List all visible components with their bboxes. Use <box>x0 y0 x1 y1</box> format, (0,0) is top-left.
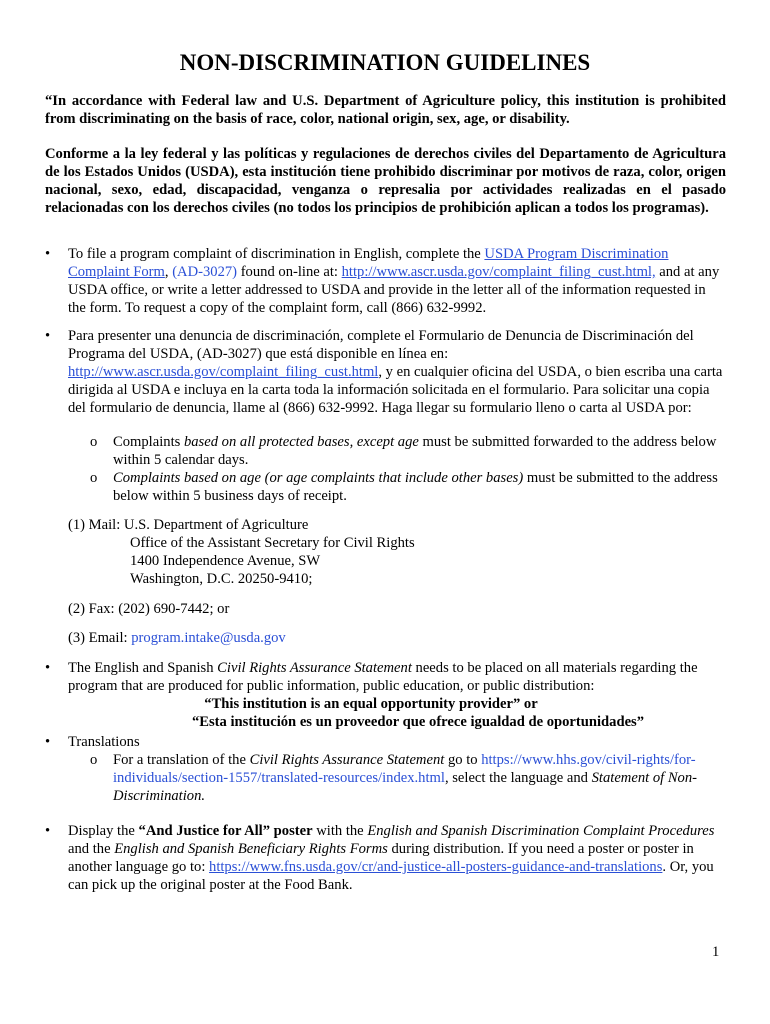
sub-item-text <box>113 469 726 505</box>
text-segment: needs to be placed on all materials regarding the program that are produced for public information, public education, or public distribution: <box>68 660 698 694</box>
mail-line-3: 1400 Independence Avenue, SW <box>130 553 321 569</box>
text-bold: “And Justice for All” poster <box>138 823 313 839</box>
quote-english: “This institution is an equal opportunity provider” or <box>204 696 538 712</box>
text-segment: To file a program complaint of discrimination in English, complete the <box>68 246 485 262</box>
bullet-marker: • <box>45 823 51 839</box>
text-italic: English and Spanish Beneficiary Rights Forms <box>114 841 388 857</box>
text-segment: Para presenter una denuncia de discriminación, complete el Formulario de Denuncia de Discriminación del Programa del USDA, (AD-3027) que está disponible en línea en: <box>68 328 694 362</box>
bullet-text <box>68 245 726 317</box>
page-number: 1 <box>712 944 720 960</box>
text-segment: must be submitted to the address below within 5 business days of receipt. <box>113 470 718 504</box>
text-segment: with the <box>312 823 368 839</box>
text-segment: go to <box>444 752 482 768</box>
text-italic: Complaints based on age (or age complaints that include other bases) <box>113 470 524 486</box>
email-line <box>68 629 286 647</box>
text-segment: . Or, you can pick up the original poster at the Food Bank. <box>68 859 714 893</box>
text-segment: during distribution. If you need a poster or poster in another language go to: <box>68 841 694 875</box>
sub-bullet-marker: o <box>90 470 98 486</box>
text-segment: and the <box>68 841 115 857</box>
bullet-text <box>68 327 726 417</box>
bullet-text <box>68 659 726 695</box>
ad-3027-link[interactable]: (AD-3027) <box>172 264 238 280</box>
intro-english: “In accordance with Federal law and U.S. Department of Agriculture policy, this institution is prohibited from discriminating on the basis of race, color, national origin, sex, age, or disability. <box>45 93 726 127</box>
fns-poster-link[interactable]: https://www.fns.usda.gov/cr/and-justice-all-posters-guidance-and-translations <box>209 859 663 875</box>
email-link[interactable]: program.intake@usda.gov <box>131 630 286 646</box>
sub-item-text <box>113 751 726 805</box>
bullet-marker: • <box>45 734 51 750</box>
text-segment: Complaints <box>113 434 184 450</box>
sub-bullet-marker: o <box>90 752 98 768</box>
text-italic: based on all protected bases, except age <box>183 434 419 450</box>
quote-spanish: “Esta institución es un proveedor que ofrece igualdad de oportunidades” <box>191 714 645 730</box>
ascr-url-link[interactable]: http://www.ascr.usda.gov/complaint_filing_cust.html, <box>341 264 656 280</box>
complaint-form-link[interactable]: USDA Program Discrimination Complaint Form <box>68 246 669 280</box>
ascr-url-link-spanish[interactable]: http://www.ascr.usda.gov/complaint_filing_cust.html <box>68 364 379 380</box>
text-italic: Statement of Non-Discrimination. <box>113 770 698 804</box>
fax-line: (2) Fax: (202) 690-7442; or <box>68 601 230 617</box>
text-segment: Display the <box>68 823 139 839</box>
bullet-label: Translations <box>68 734 140 750</box>
sub-item-text <box>113 433 726 469</box>
sub-bullet-marker: o <box>90 434 98 450</box>
text-segment: For a translation of the <box>113 752 250 768</box>
text-segment: and at any USDA office, or write a letter addressed to USDA and provide in the letter all of the information requested in the form. To request a copy of the complaint form, call (866) 632-9992. <box>68 264 720 316</box>
text-italic: English and Spanish Discrimination Complaint Procedures <box>367 823 715 839</box>
text-segment: , select the language and <box>444 770 592 786</box>
text-segment: found on-line at: <box>237 264 342 280</box>
page-title: NON-DISCRIMINATION GUIDELINES <box>179 50 591 75</box>
mail-line-2: Office of the Assistant Secretary for Civil Rights <box>130 535 415 551</box>
mail-line-4: Washington, D.C. 20250-9410; <box>130 571 313 587</box>
text-italic: Civil Rights Assurance Statement <box>249 752 445 768</box>
text-segment: The English and Spanish <box>68 660 218 676</box>
text-segment: , <box>164 264 173 280</box>
text-italic: Civil Rights Assurance Statement <box>217 660 412 676</box>
mail-line-1: (1) Mail: U.S. Department of Agriculture <box>68 517 309 533</box>
bullet-marker: • <box>45 660 51 676</box>
hhs-translation-link[interactable]: https://www.hhs.gov/civil-rights/for-individuals/section-1557/translated-resources/index.html <box>113 752 696 786</box>
intro-spanish: Conforme a la ley federal y las políticas y regulaciones de derechos civiles del Departamento de Agricultura de los Estados Unidos (USDA), esta institución tiene prohibido discriminar por motivos de raza, color, origen nacional, sexo, edad, discapacidad, venganza o represalia por actividades realizadas en el pasado relacionadas con los derechos civiles (no todos los principios de prohibición aplican a todos los programas). <box>45 146 726 216</box>
text-segment: , y en cualquier oficina del USDA, o bien escriba una carta dirigida al USDA e incluya en la carta toda la información solicitada en el formulario. Para solicitar una copia del formulario de denuncia, llame al (866) 632-9992. Haga llegar su formulario lleno o carta al USDA por: <box>68 364 723 416</box>
bullet-marker: • <box>45 246 51 262</box>
text-segment: must be submitted forwarded to the address below within 5 calendar days. <box>113 434 717 468</box>
email-label: (3) Email: <box>68 630 132 646</box>
bullet-marker: • <box>45 328 51 344</box>
bullet-text <box>68 822 726 894</box>
